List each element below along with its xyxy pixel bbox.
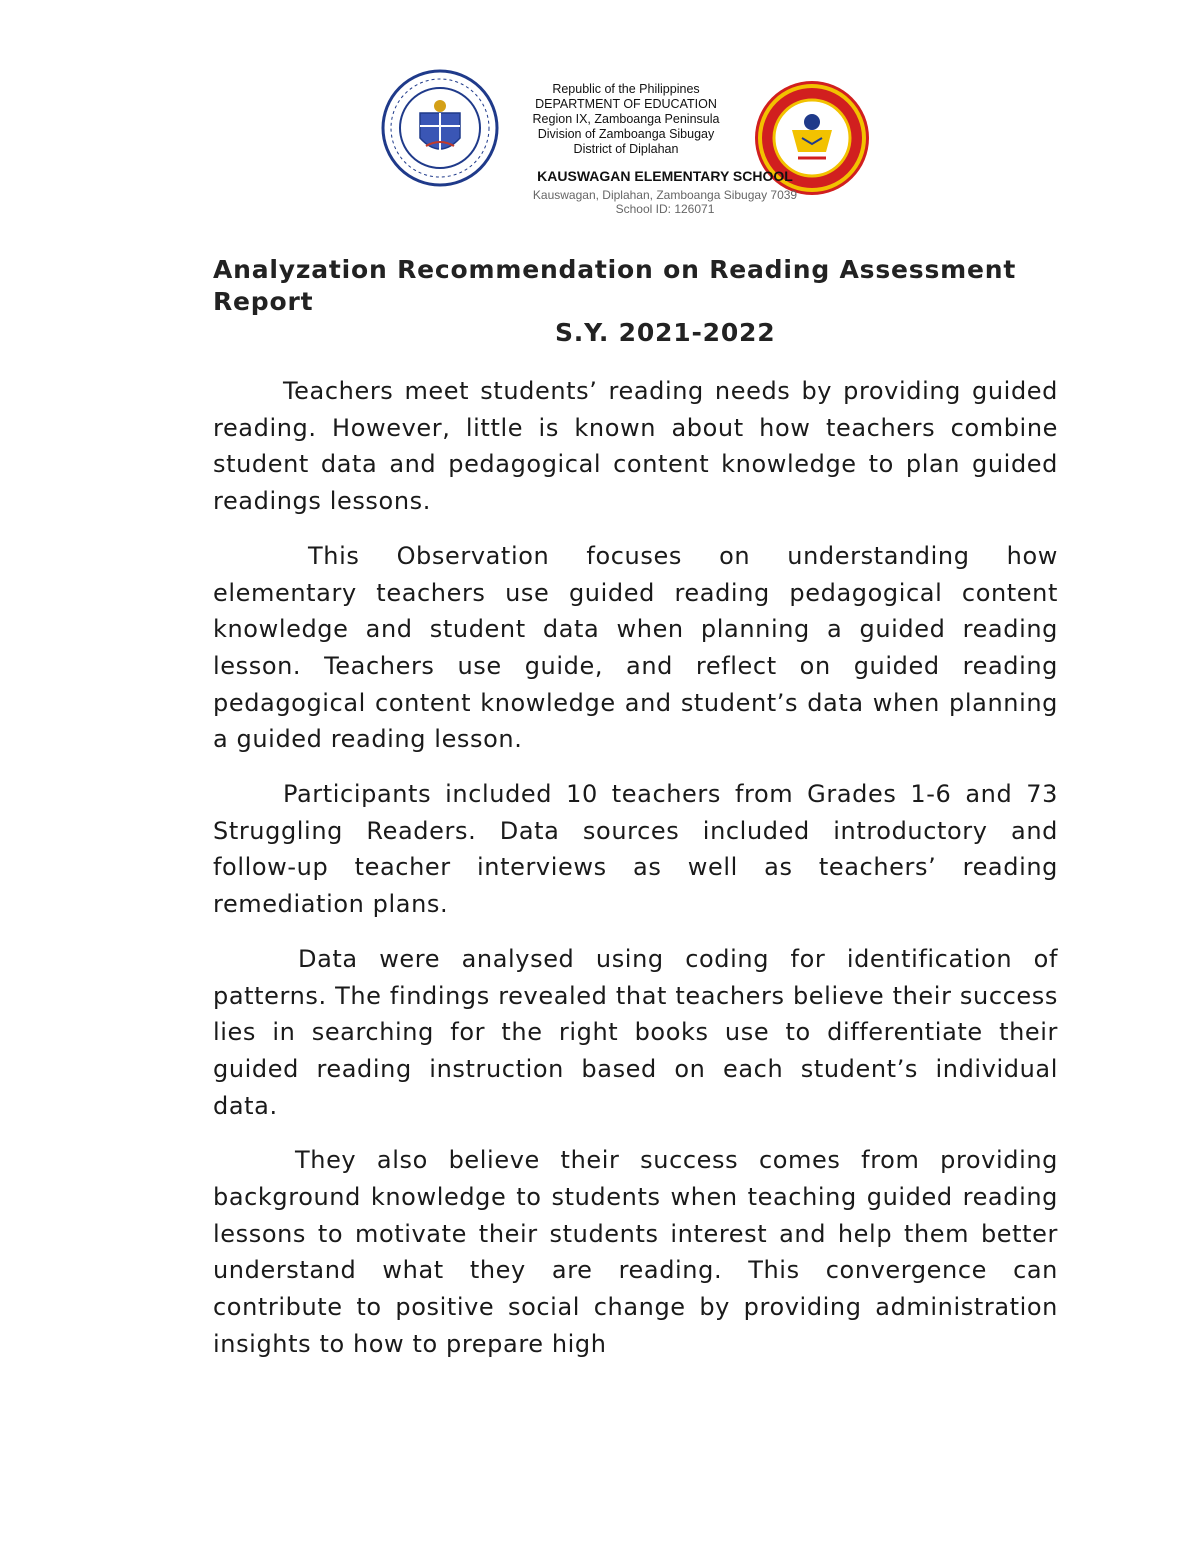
school-id: School ID: 126071 [615,202,715,216]
district-line: District of Diplahan [573,142,679,156]
school-name: KAUSWAGAN ELEMENTARY SCHOOL [537,168,793,184]
paragraph-5: They also believe their success comes from providing background knowledge to students when teaching guided reading lessons to motivate their students interest and help them better understand what they are reading. This convergence can contribute to positive social change by providing administration insights to how to prepare high [213,1146,1058,1358]
document-body [213,373,1058,1381]
republic-line: Republic of the Philippines [552,82,700,96]
paragraph-4: Data were analysed using coding for identification of patterns. The findings revealed that teachers believe their success lies in searching for the right books use to differentiate their guided reading instruction based on each student’s individual data. [213,944,1058,1120]
letterhead [380,68,940,218]
school-address: Kauswagan, Diplahan, Zamboanga Sibugay 7039 [532,188,798,202]
letterhead-text [510,82,742,157]
department-line: DEPARTMENT OF EDUCATION [535,97,717,111]
school-year: S.Y. 2021-2022 [555,318,776,347]
paragraph-3: Participants included 10 teachers from Grades 1-6 and 73 Struggling Readers. Data sources included introductory and follow-up teacher interviews as well as teachers’ reading remediation plans. [213,780,1058,919]
document-title: Analyzation Recommendation on Reading Assessment Report [213,255,1017,316]
division-line: Division of Zamboanga Sibugay [537,127,715,141]
paragraph-2: This Observation focuses on understanding how elementary teachers use guided reading pedagogical content knowledge and student data when planning a guided reading lesson. Teachers use guide, and reflect on guided reading pedagogical content knowledge and student’s data when planning a guided reading lesson. [213,541,1058,754]
region-line: Region IX, Zamboanga Peninsula [532,112,720,126]
paragraph-1: Teachers meet students’ reading needs by providing guided reading. However, little is known about how teachers combine student data and pedagogical content knowledge to plan guided readings lessons. [213,377,1058,516]
